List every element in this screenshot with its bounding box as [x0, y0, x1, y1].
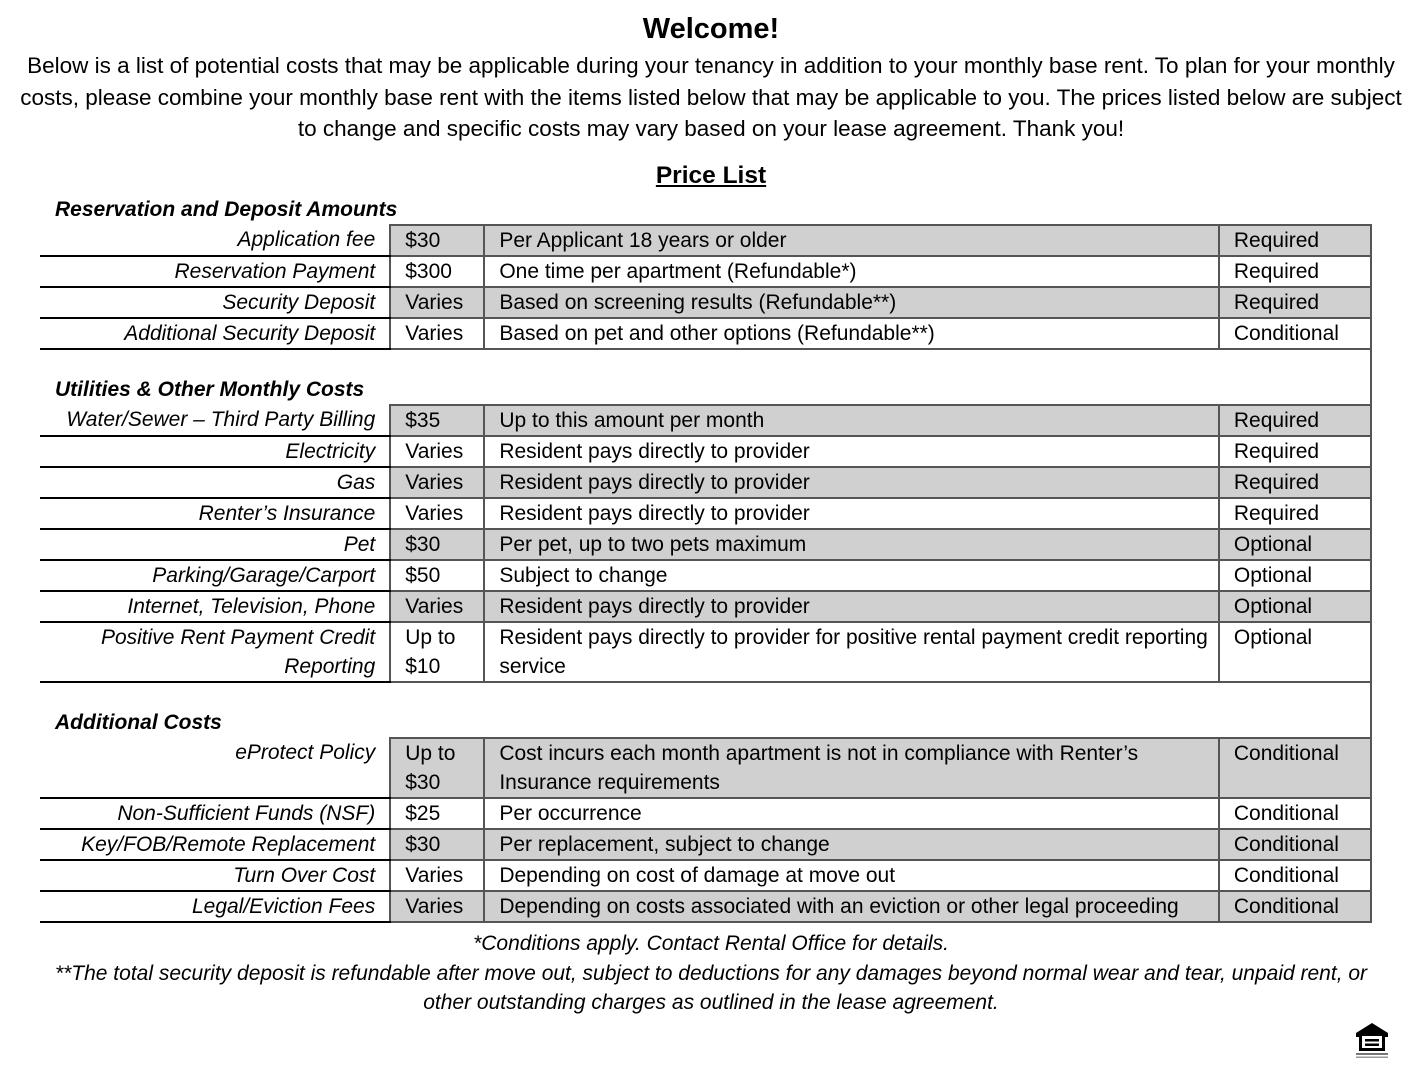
section-header-row — [40, 376, 1371, 405]
section-title: Reservation and Deposit Amounts — [55, 198, 398, 221]
cost-amount: Varies — [390, 318, 484, 349]
table-row — [40, 622, 1371, 682]
cost-name: Positive Rent Payment Credit Reporting — [40, 622, 390, 682]
cost-amount: $50 — [390, 560, 484, 591]
cost-amount: $30 — [390, 225, 484, 256]
section-spacer — [40, 682, 1371, 709]
cost-amount: Varies — [390, 436, 484, 467]
cost-description: Up to this amount per month — [484, 405, 1219, 436]
cost-amount: Varies — [390, 591, 484, 622]
table-row — [40, 467, 1371, 498]
section-header-row — [40, 709, 1371, 738]
section-header-row — [40, 196, 1371, 225]
cost-description: Subject to change — [484, 560, 1219, 591]
cost-name: Pet — [40, 529, 390, 560]
cost-requirement: Optional — [1219, 591, 1371, 622]
cost-description: One time per apartment (Refundable*) — [484, 256, 1219, 287]
section-title: Additional Costs — [55, 711, 222, 734]
cost-requirement: Required — [1219, 436, 1371, 467]
table-row — [40, 891, 1371, 922]
cost-amount: Varies — [390, 467, 484, 498]
cost-amount: $300 — [390, 256, 484, 287]
footnote-conditions: *Conditions apply. Contact Rental Office for details. — [473, 932, 949, 955]
cost-description: Per replacement, subject to change — [484, 829, 1219, 860]
cost-name: Electricity — [40, 436, 390, 467]
cost-description: Resident pays directly to provider for positive rental payment credit reporting service — [484, 622, 1219, 682]
cost-name: eProtect Policy — [40, 738, 390, 798]
cost-requirement: Required — [1219, 287, 1371, 318]
cost-amount: Up to $10 — [390, 622, 484, 682]
table-row — [40, 560, 1371, 591]
section-spacer — [40, 349, 1371, 376]
cost-requirement: Conditional — [1219, 738, 1371, 798]
cost-name: Water/Sewer – Third Party Billing — [40, 405, 390, 436]
cost-amount: $35 — [390, 405, 484, 436]
price-list-heading: Price List — [655, 162, 767, 189]
cost-description: Per occurrence — [484, 798, 1219, 829]
cost-description: Depending on cost of damage at move out — [484, 860, 1219, 891]
cost-description: Based on screening results (Refundable**) — [484, 287, 1219, 318]
cost-amount: $30 — [390, 529, 484, 560]
cost-name: Turn Over Cost — [40, 860, 390, 891]
cost-name: Legal/Eviction Fees — [40, 891, 390, 922]
cost-requirement: Required — [1219, 467, 1371, 498]
cost-amount: Varies — [390, 498, 484, 529]
cost-requirement: Optional — [1219, 529, 1371, 560]
table-row — [40, 318, 1371, 349]
cost-requirement: Optional — [1219, 622, 1371, 682]
cost-description: Resident pays directly to provider — [484, 436, 1219, 467]
cost-requirement: Required — [1219, 256, 1371, 287]
cost-amount: Up to $30 — [390, 738, 484, 798]
cost-description: Resident pays directly to provider — [484, 591, 1219, 622]
table-row — [40, 591, 1371, 622]
cost-amount: Varies — [390, 287, 484, 318]
cost-description: Resident pays directly to provider — [484, 498, 1219, 529]
cost-requirement: Conditional — [1219, 318, 1371, 349]
cost-description: Per pet, up to two pets maximum — [484, 529, 1219, 560]
table-row — [40, 498, 1371, 529]
cost-name: Non-Sufficient Funds (NSF) — [40, 798, 390, 829]
cost-requirement: Conditional — [1219, 891, 1371, 922]
price-list-table — [40, 196, 1372, 923]
cost-requirement: Required — [1219, 225, 1371, 256]
cost-name: Internet, Television, Phone — [40, 591, 390, 622]
cost-description: Based on pet and other options (Refundable**) — [484, 318, 1219, 349]
table-row — [40, 738, 1371, 798]
cost-name: Security Deposit — [40, 287, 390, 318]
cost-requirement: Optional — [1219, 560, 1371, 591]
table-row — [40, 798, 1371, 829]
table-row — [40, 405, 1371, 436]
footnote-security-deposit: **The total security deposit is refundable after move out, subject to deductions for any damages beyond normal wear and tear, unpaid rent, or other outstanding charges as outlined in the lease agreement. — [54, 961, 1368, 1014]
intro-paragraph: Below is a list of potential costs that may be applicable during your tenancy in addition to your monthly base rent. To plan for your monthly costs, please combine your monthly base rent with the items listed below that may be applicable to you. The prices listed below are subject to change and specific costs may vary based on your lease agreement. Thank you! — [20, 53, 1402, 141]
cost-name: Gas — [40, 467, 390, 498]
page-title: Welcome! — [642, 13, 780, 45]
cost-name: Renter’s Insurance — [40, 498, 390, 529]
cost-name: Reservation Payment — [40, 256, 390, 287]
table-row — [40, 225, 1371, 256]
table-row — [40, 256, 1371, 287]
cost-name: Application fee — [40, 225, 390, 256]
cost-amount: $25 — [390, 798, 484, 829]
cost-description: Depending on costs associated with an eviction or other legal proceeding — [484, 891, 1219, 922]
cost-name: Additional Security Deposit — [40, 318, 390, 349]
cost-requirement: Required — [1219, 498, 1371, 529]
cost-description: Resident pays directly to provider — [484, 467, 1219, 498]
footnotes — [40, 929, 1382, 1018]
table-row — [40, 829, 1371, 860]
cost-name: Key/FOB/Remote Replacement — [40, 829, 390, 860]
cost-amount: Varies — [390, 860, 484, 891]
equal-housing-opportunity-icon — [1354, 1020, 1390, 1060]
cost-requirement: Conditional — [1219, 829, 1371, 860]
table-row — [40, 860, 1371, 891]
table-row — [40, 287, 1371, 318]
cost-amount: $30 — [390, 829, 484, 860]
cost-description: Cost incurs each month apartment is not in compliance with Renter’s Insurance requirements — [484, 738, 1219, 798]
cost-description: Per Applicant 18 years or older — [484, 225, 1219, 256]
cost-requirement: Required — [1219, 405, 1371, 436]
table-row — [40, 436, 1371, 467]
cost-requirement: Conditional — [1219, 798, 1371, 829]
cost-amount: Varies — [390, 891, 484, 922]
cost-requirement: Conditional — [1219, 860, 1371, 891]
cost-name: Parking/Garage/Carport — [40, 560, 390, 591]
section-title: Utilities & Other Monthly Costs — [55, 378, 365, 401]
table-row — [40, 529, 1371, 560]
